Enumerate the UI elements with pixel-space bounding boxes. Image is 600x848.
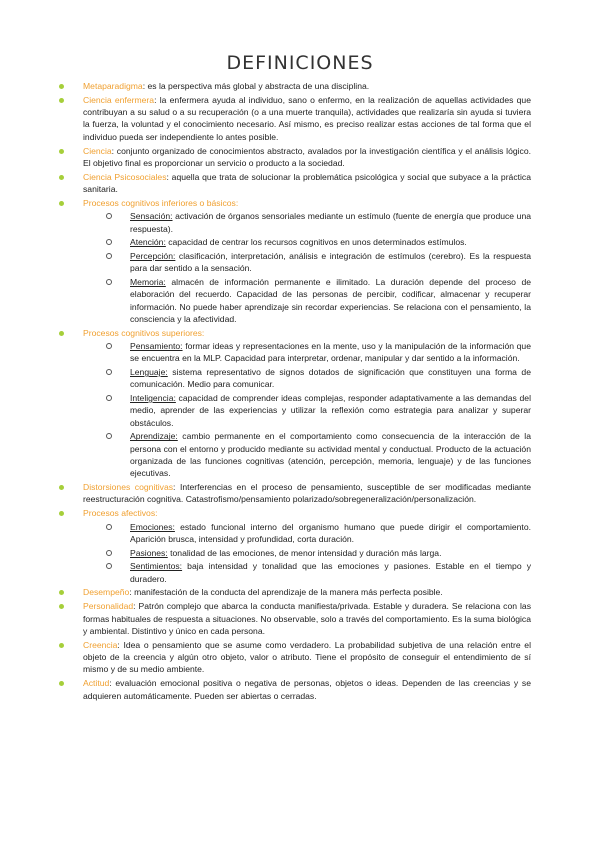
list-item: [59, 507, 531, 585]
definition-text: Patrón complejo que abarca la conducta manifiesta/privada. Estable y duradera. Se relaciona con las formas habituales de respuesta a situaciones. No observable, solo a través del comportamiento. Es la suma biológica y ambiental. Distintivo y único en cada persona.: [83, 601, 531, 636]
bullet-dot-icon: [59, 201, 64, 206]
sub-term: Pasiones:: [130, 547, 168, 558]
list-item: [59, 197, 531, 325]
term-separator: :: [111, 145, 115, 156]
definition-term: Ciencia Psicosociales: [83, 171, 167, 182]
definition-term: Creencia: [83, 639, 118, 650]
sub-term: Aprendizaje:: [130, 431, 178, 442]
definition-term: Metaparadigma: [83, 81, 143, 91]
sub-list-item: [106, 210, 531, 235]
definition-term: Personalidad: [83, 601, 134, 612]
definition-term: Ciencia enfermera: [83, 94, 155, 105]
bullet-dot-icon: [59, 84, 64, 89]
sub-definition-text: capacidad de comprender ideas complejas, responder adaptativamente a las demandas del medio, aprender de las experiencias y utilizar la reflexión como estrategia para analizar y superar obstáculos.: [130, 393, 531, 428]
term-separator: :: [173, 482, 176, 493]
sub-term: Emociones:: [130, 521, 175, 532]
hollow-bullet-icon: [106, 213, 112, 219]
definition-text: Interferencias en el proceso de pensamiento, susceptible de ser modificadas mediante reestructuración cognitiva. Catastrofismo/pensamiento polarizado/sobregeneralización/personalización.: [83, 482, 531, 505]
sub-list-item: [106, 236, 531, 248]
hollow-bullet-icon: [106, 524, 112, 530]
sub-definition-text: sistema representativo de signos dotados de significación que constituyen una forma de comunicación. Medio para comunicar.: [130, 367, 531, 390]
bullet-dot-icon: [59, 643, 64, 648]
definition-text: aquella que trata de solucionar la problemática psicológica y social que subyace a la práctica sanitaria.: [83, 171, 532, 195]
sub-list: [83, 521, 531, 585]
sub-list-item: [106, 250, 531, 275]
sub-list-item: [106, 521, 531, 546]
sub-definition-text: formar ideas y representaciones en la mente, uso y la manipulación de la información que se encuentra en la MLP. Capacidad para interpretar, ordenar, manipular y dar sentido a la información.: [130, 341, 531, 364]
list-item: [59, 80, 531, 92]
sub-definition-text: baja intensidad y tonalidad que las emociones y pasiones. Estable en el tiempo y duradero.: [130, 561, 531, 584]
definition-term: Actitud: [83, 678, 110, 689]
sub-list: [83, 210, 531, 325]
sub-term: Inteligencia:: [130, 393, 176, 404]
sub-list-item: [106, 392, 531, 429]
hollow-bullet-icon: [106, 239, 112, 245]
sub-definition-text: estado funcional interno del organismo humano que puede dirigir el comportamiento. Aparición brusca, intensidad y profundidad, corta duración.: [130, 521, 531, 544]
hollow-bullet-icon: [106, 550, 112, 556]
list-item: [59, 145, 531, 170]
sub-list-item: [106, 547, 531, 559]
bullet-dot-icon: [59, 149, 64, 154]
hollow-bullet-icon: [106, 253, 112, 259]
sub-list-item: [106, 560, 531, 585]
sub-term: Atención:: [130, 237, 166, 248]
sub-term: Pensamiento:: [130, 341, 183, 352]
sub-definition-text: capacidad de centrar los recursos cognitivos en unos determinados estímulos.: [165, 237, 467, 248]
term-separator: :: [129, 587, 132, 598]
hollow-bullet-icon: [106, 343, 112, 349]
list-item: [59, 586, 531, 598]
sub-term: Memoria:: [130, 277, 166, 287]
definition-text: Idea o pensamiento que se asume como verdadero. La probabilidad subjetiva de una relación entre el objeto de la creencia y algún otro objeto, valor o atributo. Tiene el propósito de conseguir el entendimiento de sí mismo y de su medio ambiente.: [83, 639, 531, 675]
definition-term: Desempeño: [83, 587, 130, 598]
page-title: DEFINICIONES: [226, 52, 374, 74]
bullet-dot-icon: [59, 331, 64, 336]
hollow-bullet-icon: [106, 279, 112, 285]
bullet-dot-icon: [59, 604, 64, 609]
sub-definition-text: cambio permanente en el comportamiento como consecuencia de la interacción de la persona con el entorno y producido mediante su actividad mental y conductual. Producto de la actuación organizada de las funciones cognitivas (atención, percepción, memoria, lenguaje) y de las funciones ejecutivas.: [130, 431, 531, 479]
definition-term: Procesos cognitivos superiores:: [83, 327, 205, 338]
hollow-bullet-icon: [106, 433, 112, 439]
list-item: [59, 481, 531, 506]
sub-definition-text: clasificación, interpretación, análisis e integración de estímulos (cerebro). Es la respuesta para dar sentido a la sensación.: [130, 251, 531, 274]
hollow-bullet-icon: [106, 563, 112, 569]
definition-term: Procesos afectivos:: [83, 508, 158, 519]
sub-list-item: [106, 340, 531, 365]
sub-list: [83, 340, 531, 479]
sub-list-item: [106, 366, 531, 391]
list-item: [59, 677, 531, 702]
definition-text: evaluación emocional positiva o negativa de personas, objetos o ideas. Dependen de las creencias y se adquieren automáticamente. Pueden ser abiertas o cerradas.: [83, 678, 531, 701]
list-item: [59, 600, 531, 637]
list-item: [59, 327, 531, 480]
term-separator: :: [133, 601, 136, 612]
definition-text: conjunto organizado de conocimientos abstracto, avalados por la investigación científica y el análisis lógico. El objetivo final es proporcionar un servicio o producto a la sociedad.: [83, 145, 531, 168]
definition-term: Procesos cognitivos inferiores o básicos:: [83, 198, 239, 209]
hollow-bullet-icon: [106, 395, 112, 401]
list-item: [59, 639, 531, 676]
definition-text: la enfermera ayuda al individuo, sano o enfermo, en la realización de aquellas actividades que contribuyan a su salud o a su recuperación (o a una muerte tranquila), actividades que realizaría sin ayuda si tuviera la fuerza, la voluntad y el conocimiento necesario. Así mismo, es preciso realizar estas acciones de tal forma que el individuo pueda ser independiente lo antes posible.: [83, 94, 531, 142]
sub-term: Lenguaje:: [130, 367, 168, 378]
definition-term: Ciencia: [83, 145, 112, 156]
bullet-dot-icon: [59, 175, 64, 180]
sub-term: Sensación:: [130, 211, 173, 222]
list-item: [59, 94, 531, 143]
term-separator: :: [142, 81, 146, 91]
definition-text: manifestación de la conducta del aprendizaje de la manera más perfecta posible.: [131, 587, 443, 598]
bullet-dot-icon: [59, 98, 64, 103]
list-item: [59, 171, 531, 196]
bullet-dot-icon: [59, 681, 64, 686]
sub-list-item: [106, 430, 531, 479]
sub-term: Sentimientos:: [130, 561, 183, 572]
bullet-dot-icon: [59, 485, 64, 490]
sub-list-item: [106, 276, 531, 325]
sub-definition-text: activación de órganos sensoriales mediante un estímulo (fuente de energía que produce una respuesta).: [130, 211, 531, 234]
definition-text: es la perspectiva más global y abstracta de una disciplina.: [145, 81, 370, 91]
term-separator: :: [154, 94, 157, 105]
definition-term: Distorsiones cognitivas: [83, 482, 174, 493]
term-separator: :: [166, 171, 169, 182]
term-separator: :: [117, 639, 120, 650]
sub-definition-text: almacén de información permanente e ilimitado. La duración depende del proceso de elaboración del recuerdo. Capacidad de las personas de percibir, codificar, almacenar y recuperar información. No puede haber aprendizaje sin recordar experiencias. Se relaciona con el pensamiento, la consciencia y la afectividad.: [130, 277, 531, 324]
sub-definition-text: tonalidad de las emociones, de menor intensidad y duración más larga.: [167, 547, 442, 558]
bullet-dot-icon: [59, 511, 64, 516]
sub-term: Percepción:: [130, 251, 176, 262]
bullet-dot-icon: [59, 590, 64, 595]
hollow-bullet-icon: [106, 369, 112, 375]
definitions-list: [59, 80, 531, 704]
term-separator: :: [109, 678, 112, 689]
